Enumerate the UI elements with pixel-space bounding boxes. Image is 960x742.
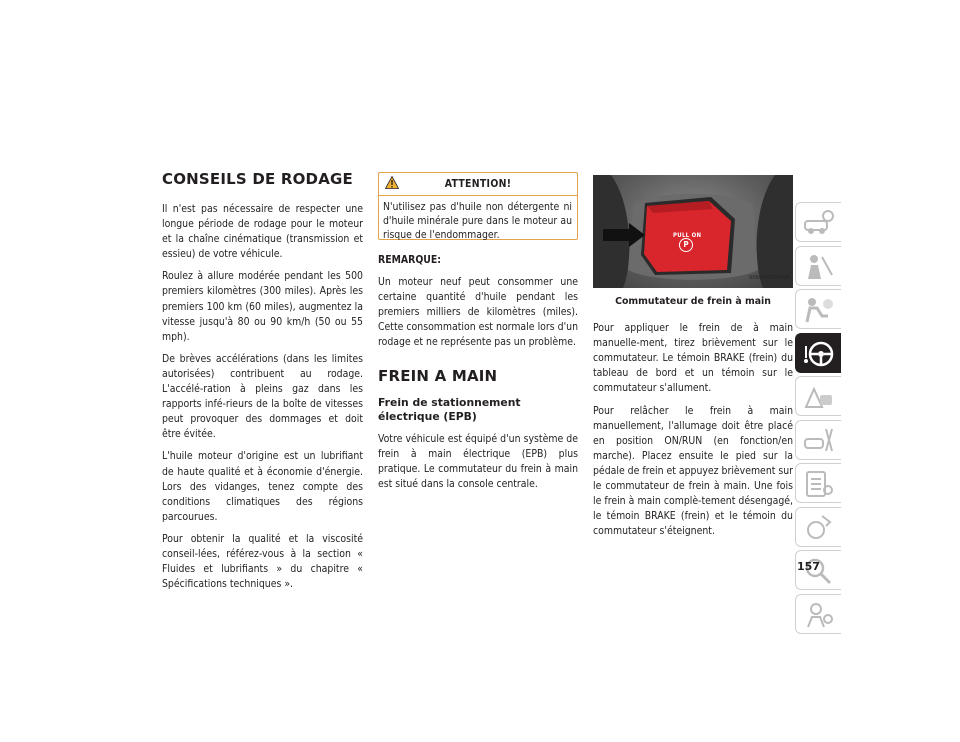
- service-tools-icon: [802, 425, 836, 457]
- column-right: [593, 175, 793, 546]
- tab-car-info[interactable]: [795, 202, 841, 242]
- airbag-occupant-icon: [802, 294, 836, 326]
- column-left: [162, 170, 363, 599]
- maintenance-checklist-icon: [802, 468, 836, 500]
- dashboard-warning-icon: [802, 381, 836, 413]
- warning-text: N'utilisez pas d'huile non détergente ni d'huile minérale pure dans le moteur au risque de l'endommager.: [383, 201, 572, 241]
- remark-label: REMARQUE:: [378, 254, 441, 266]
- subsection-title-epb: Frein de stationnement électrique (EPB): [378, 395, 521, 423]
- paragraph: Pour appliquer le frein de à main manuelle-ment, tirez brièvement sur le commutateur. Le témoin BRAKE (frein) du tableau de bord et un témoin sur le commutateur s'allument.: [593, 322, 793, 395]
- parking-brake-switch-photo: [593, 175, 793, 288]
- image-code: N0604000004US: [749, 274, 790, 281]
- remark-text: Un moteur neuf peut consommer une certaine quantité d'huile pendant les premiers milliers de kilomètres (miles). Cette consommation est normale lors d'un rodage et ne représente pas un problème.: [378, 276, 578, 349]
- paragraph: Roulez à allure modérée pendant les 500 premiers kilomètres (300 miles). Après les premiers 100 km (60 miles), augmentez la vitesse jusqu'à 80 ou 90 km/h (50 ou 55 mph).: [162, 270, 363, 343]
- switch-label: PULL ON: [673, 232, 702, 239]
- safety-icon: [802, 251, 836, 283]
- tab-service[interactable]: [795, 420, 841, 460]
- multimedia-icon: [802, 512, 836, 544]
- languages-icon: [802, 599, 836, 631]
- car-info-icon: [802, 207, 836, 239]
- tab-multimedia[interactable]: [795, 507, 841, 547]
- column-middle: [378, 172, 578, 499]
- section-title-parking-brake: FREIN A MAIN: [378, 366, 498, 385]
- paragraph: Il n'est pas nécessaire de respecter une longue période de rodage pour le moteur et la chaîne cinématique (transmission et essieu) de votre véhicule.: [162, 203, 363, 261]
- tab-maintenance[interactable]: [795, 463, 841, 503]
- warning-header: [379, 173, 577, 196]
- tab-warning-lights[interactable]: [795, 376, 841, 416]
- tab-safety[interactable]: [795, 246, 841, 286]
- figure-caption: Commutateur de frein à main: [615, 296, 771, 307]
- warning-box: [378, 172, 578, 240]
- steering-wheel-icon: [802, 338, 836, 370]
- paragraph: L'huile moteur d'origine est un lubrifiant de haute qualité et à économie d'énergie. Lors des vidanges, tenez compte des conditions climatiques des régions parcourues.: [162, 450, 363, 523]
- tab-languages[interactable]: [795, 594, 841, 634]
- section-title-break-in: CONSEILS DE RODAGE: [162, 170, 353, 188]
- page-number: 157: [797, 560, 820, 573]
- paragraph: Pour obtenir la qualité et la viscosité conseil-lées, référez-vous à la section « Fluides et lubrifiants » du chapitre « Spécifications techniques ».: [162, 532, 363, 591]
- paragraph: Votre véhicule est équipé d'un système de frein à main électrique (EPB) plus pratique. Le commutateur du frein à main est situé dans la console centrale.: [378, 432, 578, 490]
- paragraph: De brèves accélérations (dans les limites autorisées) contribuent au rodage. L'accélé-ration à pleins gaz dans les rapports infé-rieurs de la boîte de vitesses peut provoquer des dommages et doit être évitée.: [162, 352, 363, 441]
- tab-airbag[interactable]: [795, 289, 841, 329]
- tab-starting-operating[interactable]: [795, 333, 841, 373]
- paragraph: Pour relâcher le frein à main manuellement, l'allumage doit être placé en position ON/RUN (en fonction/en marche). Placez ensuite le pied sur la pédale de frein et appuyez brièvement sur le commutateur de frein à main. Une fois le frein à main complè-tement désengagé, le témoin BRAKE (frein) et le témoin du commutateur s'éteignent.: [593, 404, 794, 538]
- warning-title: ATTENTION!: [444, 178, 512, 190]
- parking-p-symbol: P: [679, 238, 693, 252]
